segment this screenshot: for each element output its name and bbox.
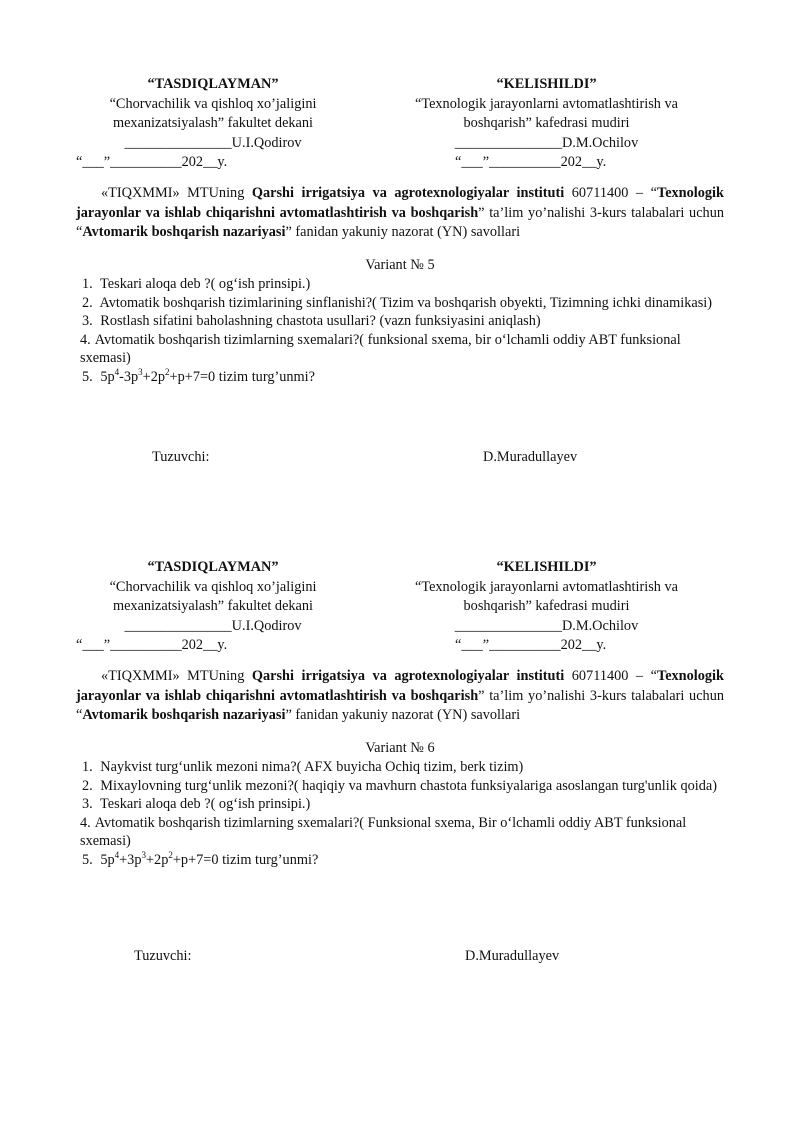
agreed-signature: _______________D.M.Ochilov (454, 617, 639, 634)
approval-date: “___”__________202__y. (76, 637, 228, 653)
question-number: 3. (82, 796, 93, 812)
approval-line-2: mexanizatsiyalash” fakultet dekani (112, 598, 314, 614)
approval-section (78, 558, 348, 656)
question-number: 1. (82, 759, 93, 775)
agreed-signature: _______________D.M.Ochilov (454, 134, 639, 151)
approval-section (78, 75, 348, 173)
intro-subject: Avtomarik boshqarish nazariyasi (82, 707, 286, 723)
approval-heading: “TASDIQLAYMAN” (147, 559, 279, 575)
equation-term: +3p (119, 851, 142, 868)
question-item (82, 275, 722, 294)
question-text: Teskari aloqa deb ?( og‘ish prinsipi.) (96, 796, 311, 812)
question-item (82, 777, 722, 796)
intro-university: «TIQXMMI» MTUning (101, 185, 245, 201)
question-item-equation (82, 368, 722, 387)
question-item (80, 331, 722, 368)
question-number: 1. (82, 276, 93, 292)
agreed-line-1: “Texnologik jarayonlarni avtomatlashtirish va (414, 95, 679, 112)
approval-signature: _______________U.I.Qodirov (124, 134, 302, 151)
intro-code: 60711400 – “ (571, 185, 657, 201)
variant-title: Variant № 5 (365, 257, 435, 273)
approval-heading: “TASDIQLAYMAN” (147, 76, 279, 92)
approval-line-1: “Chorvachilik va qishloq xo’jaligini (109, 95, 317, 112)
agreed-heading: “KELISHILDI” (496, 559, 597, 575)
intro-direction: Texnologik jarayonlar va ishlab chiqarishni avtomatlashtirish va boshqarish (76, 185, 724, 221)
agreed-date: “___”__________202__y. (455, 154, 607, 170)
question-list (82, 758, 722, 869)
agreed-heading: “KELISHILDI” (496, 76, 597, 92)
intro-subject: Avtomarik boshqarish nazariyasi (82, 224, 286, 240)
approval-line-2: mexanizatsiyalash” fakultet dekani (112, 115, 314, 131)
approval-line-1: “Chorvachilik va qishloq xo’jaligini (109, 578, 317, 595)
agreed-line-2: boshqarish” kafedrasi mudiri (463, 115, 630, 131)
question-list (82, 275, 722, 386)
intro-paragraph (76, 184, 724, 243)
question-item (82, 758, 722, 777)
intro-text-2: ” ta’lim yo’nalishi 3-kurs talabalari uchun “ (76, 687, 724, 723)
question-item-equation (82, 851, 722, 870)
equation-term: +2p (145, 851, 169, 868)
agreed-section (395, 558, 698, 656)
question-number: 4. (80, 331, 91, 348)
agreed-line-2: boshqarish” kafedrasi mudiri (463, 598, 630, 614)
equation-term: +p+7=0 tizim turg’unmi? (169, 368, 315, 385)
intro-text-3: ” fanidan yakuniy nazorat (YN) savollari (285, 224, 521, 240)
equation-exponent: 3 (141, 849, 146, 860)
question-number: 2. (82, 294, 93, 311)
question-text: Avtomatik boshqarish tizimlarning sxemalari?( Funksional sxema, Bir o‘lchamli oddiy ABT funksional sxemasi) (80, 814, 687, 849)
question-item (82, 294, 722, 313)
intro-paragraph (76, 667, 724, 726)
approval-signature: _______________U.I.Qodirov (124, 617, 302, 634)
question-text: Avtomatik boshqarish tizimlarining sinflanishi?( Tizim va boshqarish obyekti, Tizimning ichki dinamikasi) (96, 294, 712, 311)
equation-term: 5p (100, 851, 115, 868)
composer-name: D.Muradullayev (465, 948, 560, 964)
question-text: Teskari aloqa deb ?( og‘ish prinsipi.) (96, 276, 311, 292)
intro-code: 60711400 – “ (571, 668, 657, 684)
equation-term: -3p (119, 368, 139, 385)
intro-direction: Texnologik jarayonlar va ishlab chiqarishni avtomatlashtirish va boshqarish (76, 668, 724, 704)
question-item (80, 814, 722, 851)
question-item (82, 795, 722, 814)
equation-exponent: 2 (165, 366, 170, 377)
question-text: Rostlash sifatini baholashning chastota usullari? (vazn funksiyasini aniqlash) (96, 313, 541, 329)
variant-title: Variant № 6 (365, 740, 435, 756)
equation-exponent: 4 (114, 849, 120, 860)
composer-label: Tuzuvchi: (152, 449, 210, 465)
question-number: 4. (80, 814, 91, 831)
question-number: 2. (82, 777, 93, 794)
approval-date: “___”__________202__y. (76, 154, 228, 170)
intro-institute: Qarshi irrigatsiya va agrotexnologiyalar instituti (251, 185, 565, 201)
question-item (82, 312, 722, 331)
question-number: 3. (82, 313, 93, 329)
agreed-section (395, 75, 698, 173)
agreed-line-1: “Texnologik jarayonlarni avtomatlashtirish va (414, 578, 679, 595)
equation-term: +p+7=0 tizim turg’unmi? (172, 851, 319, 868)
equation-term: 5p (100, 368, 115, 385)
equation-exponent: 4 (114, 366, 120, 377)
intro-university: «TIQXMMI» MTUning (101, 668, 245, 684)
equation-exponent: 3 (138, 366, 143, 377)
intro-text-2: ” ta’lim yo’nalishi 3-kurs talabalari uchun “ (76, 204, 724, 240)
composer-name: D.Muradullayev (483, 449, 578, 465)
composer-label: Tuzuvchi: (134, 948, 192, 964)
question-text: Naykvist turg‘unlik mezoni nima?( AFX buyicha Ochiq tizim, berk tizim) (96, 759, 524, 775)
question-number: 5. (82, 368, 93, 385)
equation-term: +2p (142, 368, 166, 385)
question-text: Mixaylovning turg‘unlik mezoni?( haqiqiy va mavhurn chastota funksiyalariga asoslangan turg'unlik qoida) (96, 777, 717, 794)
equation-exponent: 2 (168, 849, 173, 860)
intro-text-3: ” fanidan yakuniy nazorat (YN) savollari (285, 707, 521, 723)
intro-institute: Qarshi irrigatsiya va agrotexnologiyalar instituti (251, 668, 565, 684)
agreed-date: “___”__________202__y. (455, 637, 607, 653)
question-number: 5. (82, 851, 93, 868)
question-text: Avtomatik boshqarish tizimlarning sxemalari?( funksional sxema, bir o‘lchamli oddiy ABT funksional sxemasi) (80, 331, 681, 366)
